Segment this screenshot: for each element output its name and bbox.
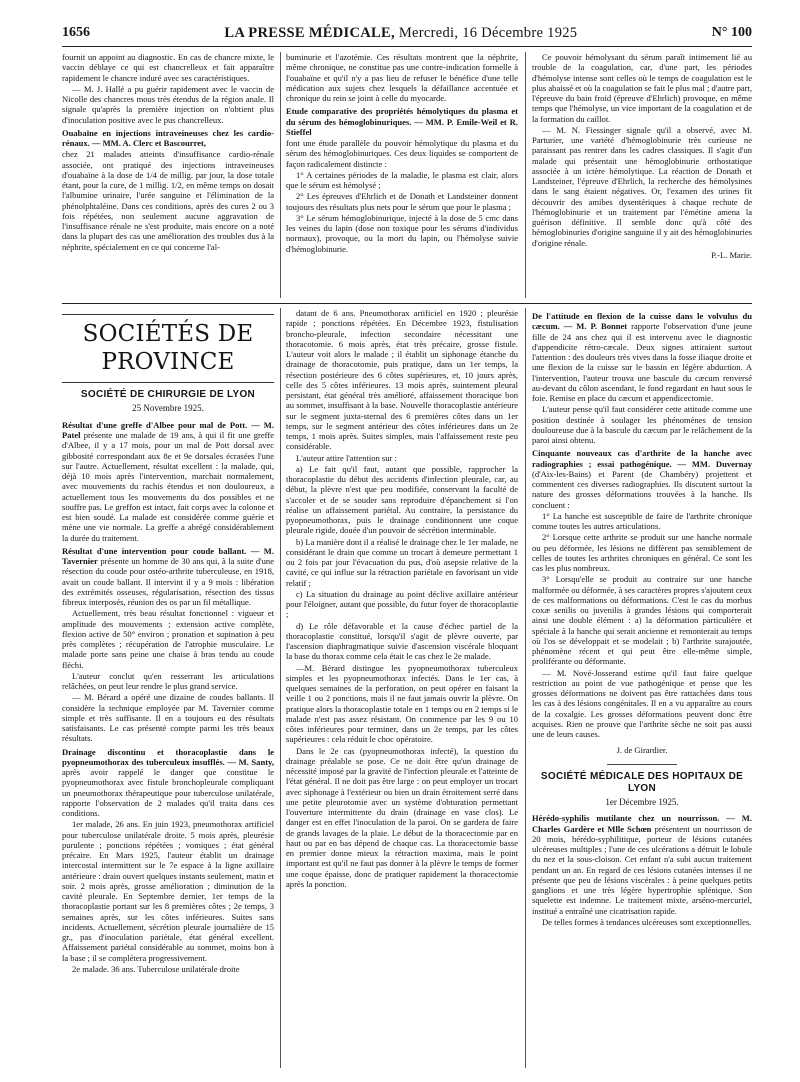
- bottom-column-2: [286, 308, 518, 890]
- paragraph-text: rapporte l'observation d'une jeune fille de 24 ans chez qui il est intervenu avec le diagnostic d'appendicite rétro-cæcale. Deux signes attiraient surtout l'attention : des douleurs très vives dans la fosse iliaque droite et une flexion de la cuisse sur le bassin en légère abduction. A l'intervention, l'auteur trouva une bascule du cæcum renversé au-devant du côlon ascendant, le fond regardant en haut sous le foie. Remise en place du cæcum et appendicectomie.: [532, 321, 752, 403]
- paragraph-text: après avoir rappelé le danger que constitue le pyopneumothorax avec fistule bronchopleurale compliquant un pneumothorax thérapeutique pour tuberculose unilatérale, rapporte l'observation de 2 malades qu'il traita dans ces conditions.: [62, 767, 274, 819]
- paragraph: [532, 668, 752, 740]
- column-divider: [280, 308, 281, 1068]
- paragraph: [532, 917, 752, 927]
- paragraph-text: présente une malade de 19 ans, à qui il fit une greffe d'Albee, il y a 17 mois, pour un mal de Pott dorsal avec gibbosité correspondant aux 8e et 9e dorsales écrasées l'une sur l'autre. Actuellement, résultat excellent : la malade, qui, déjà 10 mois après l'intervention, marchait normalement, avec mouvements du rachis étendus et non douloureux, a actuellement tous les mouvements du dos possibles et ne souffre pas. Le greffon est intact, fait corps avec la colonne et est bien soudé. La malade est considérée comme guérie et mène une vie normale. La greffe a abrégé considérablement la durée du traitement.: [62, 430, 274, 543]
- list-item: 3° Le sérum hémoglobinurique, injecté à la dose de 5 cmc dans les veines du lapin (dose non toxique pour les sérums d'individus normaux), provoque, ou la mort du lapin, ou l'hémolyse suivie d'hémoglobinurie.: [286, 212, 518, 254]
- paragraph: [532, 311, 752, 403]
- divider: [607, 764, 677, 765]
- paragraph: Ce pouvoir hémolysant du sérum paraît intimement lié au trouble de la coagulation, car, d'une part, les périodes d'hémolyse intense sont celles où le temps de coagulation est le plus abaissé et où la coagulation se fait le plus mal ; d'autre part, l'épreuve du bain froid (épreuve d'Ehrlich) provoque, en même temps que l'hémolyse, un vice important de la coagulation et de la formation du caillot.: [532, 52, 752, 124]
- paragraph: b) La manière dont il a réalisé le drainage chez le 1er malade, ne considérant le drain que comme un trocart à demeure permettant 1 ou 2 fois par jour l'évacuation du pus, d'où asepsie relative de la cavité, ce qui influe sur la rétraction pariétale en favorisant un vide relatif ;: [286, 536, 518, 588]
- paragraph-text: 3° Lorsqu'elle se produit au contraire sur une hanche malformée ou déformée, à ses caractères propres s'ajoutent ceux de ces malformations ou déformations. C'est le cas du morbus coxæ senilis ou juvenilis à grandes lésions qui comporterait ainsi une double élément : a) la déformation particulière et spéciale à la hanche qui serait ancienne et remonterait au temps où l'os se développait et se modelait ; b) l'arthrite surajoutée, phénomène récent et qui peut être elle-même simple, proliférante ou déformante.: [532, 574, 752, 667]
- paragraph-text: L'auteur conclut qu'en resserrant les articulations relâchées, on peut leur rendre le plus grand service.: [62, 670, 274, 692]
- paragraph-text: 1er malade, 26 ans. En juin 1923, pneumothorax artificiel pour tuberculose unilatérale droite. 5 mois après, pleurésie purulente ; ponctions répétées ; vomiques ; état général précaire. En Mars 1925, l'auteur établit un drainage intercostal intermittent sur le 7e espace à la ligne axillaire antérieure : drain ouvert quelques instants seulement, matin et soir. 2 mois après, grosse amélioration ; diminution de la cavité pleurale. En Septembre dernier, 1er temps de la thoracoplastie portant sur les 8 premières côtes ; 2e temps, 3 semaines après, sur les côtes inférieures. Suites sans incidents. Actuellement, sécrétion pleurale journalière de 15 gr., pas d'inoculation pariétale, état général excellent. Affaissement pariétal considérable au sommet, moins bon à la base ; il se complétera progressivement.: [62, 819, 274, 963]
- article-heading: De l'attitude en flexion de la cuisse dans le volvulus du cæcum. — M. P. Bonnet: [532, 311, 752, 332]
- article-heading: Hérédo-syphilis mutilante chez un nourrisson. — M. Charles Gardère et Mlle Schœn: [532, 813, 752, 834]
- article-heading: Ouabaïne en injections intraveineuses chez les cardio-rénaux. — MM. A. Clerc et Bascourret,: [62, 127, 274, 148]
- bottom-column-3: [532, 308, 752, 928]
- society-title: SOCIÉTÉ DE CHIRURGIE DE LYON: [80, 389, 256, 401]
- session-date: 25 Novembre 1925.: [132, 403, 204, 414]
- paragraph: font une étude parallèle du pouvoir hémolytique du plasma et du sérum des hémoglobinuriques. Ces deux liquides se comportent de façon radicalement distincte :: [286, 138, 518, 169]
- article-heading: Résultat d'une intervention pour coude ballant. — M. Tavernier: [62, 545, 274, 567]
- paragraph-text: Actuellement, très beau résultat fonctionnel : vigueur et amplitude des mouvements ; extension active complète, flexion active de 50° environ ; pronation et supination à peu près complètes ; récupération de l'atrophie musculaire. Le malade porte sans peine une chaise à bras tendu au coude fléchi.: [62, 608, 274, 670]
- paragraph-text: — M. Bérard a opéré une dizaine de coudes ballants. Il considère la technique employée par M. Tavernier comme simple et très suffisante. Il en a toujours eu des résultats satisfaisants. Le cas présenté compte parmi les très beaux résultats.: [62, 692, 274, 744]
- paragraph: [532, 511, 752, 532]
- paragraph: datant de 6 ans. Pneumothorax artificiel en 1920 ; pleurésie rapide ; ponctions répétées. En Décembre 1923, fistulisation broncho-pleurale, infection secondaire nécessitant une thoracotomie. 6 mois après, état très précaire, grosse fistule. L'auteur voit alors le malade ; il établit un siphonage étanche du drainage de thoracotomie, puis pratique, dans un 1er temps, la résection postérieure des 6 côtes supérieures, et, 10 jours après, celle des 5 côtes inférieures. 13 mois après, suintement pleural persistant, état général très amélioré, affaissement thoracique bon au sommet, insuffisant à la base. Nouvelle thoracoplastie antérieure sur le segment juxta-sternal des 6 premières côtes dans un 1er temps, sur le segment antérieur des côtes inférieures dans un 2e temps, 1 mois après. Suites simples, mais l'affaissement reste peu considérable.: [286, 308, 518, 452]
- paragraph: [62, 546, 274, 608]
- signature: P.-L. Marie.: [711, 249, 752, 260]
- issue-date: Mercredi, 16 Décembre 1925: [398, 24, 578, 41]
- paragraph: c) La situation du drainage au point déclive axillaire antérieur pour l'éloigner, autant que possible, du futur foyer de thoracoplastie ;: [286, 588, 518, 620]
- article-heading: Etude comparative des propriétés hémolytiques du plasma et du sérum des hémoglobinuriques. — MM. P. Emile-Weil et R. Stieffel: [286, 106, 518, 137]
- article-heading: Drainage discontinu et thoracoplastie dans le pyopneumothorax des tuberculeux insufflés. — M. Santy,: [62, 746, 274, 767]
- paragraph: L'auteur attire l'attention sur :: [296, 452, 397, 463]
- banner-rule-bottom: [62, 382, 274, 383]
- paragraph: [532, 574, 752, 666]
- paragraph: [532, 532, 752, 573]
- paragraph: a) Le fait qu'il faut, autant que possible, rapprocher la thoracoplastie du début des accidents d'infection pleurale, car, au début, la plèvre n'est que peu modifiée, conservant la faculté de s'accoler et de se souder sans reproduire d'épanchement si l'on réalise un affaissement pariétal. Au contraire, la persistance du pyopneumothorax, puis le drainage conditionnent une coque pleurale rigide, douée d'un pouvoir de sécrétion interminable.: [286, 463, 518, 536]
- paragraph: — M. N. Fiessinger signale qu'il a observé, avec M. Parturier, une variété d'hémoglobinurie très curieuse ne paraissant pas rentrer dans les cadres classiques. Il s'agit d'un malade qui présentait une hémoglobinurie orthostatique associée à un ictère hémolytique. La réaction de Donath et Landsteiner, l'épreuve d'Ehrlich, la recherche des hémolysines dans le sang étaient négatives. Or, l'examen des urines fit découvrir des amibes dysentériques à chaque rechute de l'hémoglobinurie et un traitement par l'émétine amena la guérison définitive. Il semble donc qu'à côté des hémoglobinuries d'origine sanguine il y ait des hémoglobinuries d'origine rénale.: [532, 124, 752, 248]
- paragraph: [62, 692, 274, 743]
- paragraph: [62, 608, 274, 670]
- column-divider: [525, 308, 526, 1068]
- list-item: 2° Les épreuves d'Ehrlich et de Donath et Landsteiner donnent toujours des résultats plus nets pour le sérum que pour le plasma ;: [286, 191, 518, 212]
- article-heading: Résultat d'une greffe d'Albee pour mal de Pott. — M. Patel: [62, 419, 274, 441]
- header-rule: [62, 46, 752, 47]
- paragraph: Dans le 2e cas (pyopneumothorax infecté), la question du drainage préalable se pose. Ce ne doit être qu'un drainage de nécessité imposé par la gravité de l'infection pleurale et l'atteinte de l'état général. Il ne doit pas être large : on peut employer un trocart avec siphonage à l'extérieur ou bien un drain étroitement serré dans une petite pleurotomie avec un système d'obturation permettant l'ouverture intermittente du drain (drainage en vase clos). Le danger est en effet l'inoculation de la paroi. On se gardera de faire de grands lavages de la plaie. Le début de la thoracectomie par en haut ou par en bas dépend de chaque cas. La thoracectomie basse en premier donne mieux la rétraction maxima, mais le point important est qu'il ne faut pas donner à la plèvre le temps de former une coque épaisse, donc de pratiquer rapidement la thoracectomie après la ponction.: [286, 745, 518, 889]
- article-heading: Cinquante nouveaux cas d'arthrite de la hanche avec radiographies ; essai pathogénique. — MM. Duvernay: [532, 448, 752, 469]
- top-column-2: [286, 52, 518, 255]
- paragraph-text: (d'Aix-les-Bains) et Parent (de Chambéry) projettent et commentent ces diverses radiographies. Ils discutent surtout la nature des grosses déformations trouvées à la hanche. Ils concluent :: [532, 468, 752, 510]
- paragraph-text: présente un homme de 30 ans qui, à la suite d'une résection du coude pour ostéo-arthrite tuberculeuse, en 1918, avait un coude ballant. Il intervint il y a 9 mois : libération des extrémités osseuses, régularisation, résection des tissus fibreux interposés, réunion des os par un fil métallique.: [62, 556, 274, 608]
- paragraph-text: 1° La hanche est susceptible de faire de l'arthrite chronique comme toutes les autres articulations.: [532, 510, 752, 531]
- bottom-column-1: [62, 308, 274, 975]
- journal-title: LA PRESSE MÉDICALE, Mercredi, 16 Décembre 1925: [224, 24, 578, 41]
- paragraph: — M. J. Hallé a pu guérir rapidement avec le vaccin de Nicolle des chancres mous très étendus de la région anale. Il signale qu'après la première injection on n'obtient plus d'inoculation positive avec le pus chancrelleux.: [62, 83, 274, 125]
- paragraph: [532, 404, 752, 445]
- column-divider: [525, 52, 526, 298]
- paragraph: [62, 964, 274, 974]
- issue-number: N° 100: [711, 25, 752, 40]
- paragraph: [532, 813, 752, 916]
- page-header: [62, 22, 752, 44]
- session-date: 1er Décembre 1925.: [605, 796, 679, 807]
- column-divider: [280, 52, 281, 298]
- section-rule: [62, 303, 752, 304]
- paragraph-text: 2° Lorsque cette arthrite se produit sur une hanche normale ou peu déformée, les lésions ne diffèrent pas sensiblement de celles de toutes les arthrites chroniques en général. Ce sont les cas les plus nombreux.: [532, 532, 752, 573]
- paragraph-text: présentent un nourrisson de 20 mois, hérédo-syphilitique, porteur de lésions cutanées ulcéreuses multiples ; l'une de ces ulcérations a détruit le lobule du nez et la sous-cloison. Cet enfant n'a subi aucun traitement pendant un an. En regard de ces lésions cutanées intenses il ne présente que peu de lésions viscérales : à peine quelques petits ganglions et une très légère hypertrophie splénique. Son squelette est indemne. Le traitement mixte, arséno-mercuriel, institué a entraîné une cicatrisation rapide.: [532, 823, 752, 916]
- top-column-1: [62, 52, 274, 253]
- paragraph-text: L'auteur pense qu'il faut considérer cette attitude comme une position destinée à soulager les phénomènes de tension douloureuse due à la bascule du cæcum par le relâchement de la paroi ainsi obtenu.: [532, 404, 752, 445]
- signature: J. de Girardier.: [616, 745, 668, 756]
- paragraph: [62, 747, 274, 819]
- list-item: 1° A certaines périodes de la maladie, le plasma est clair, alors que le sérum est hémolysé ;: [286, 169, 518, 190]
- page-number: 1656: [62, 25, 90, 40]
- paragraph-text: — M. Nové-Josserand estime qu'il faut faire quelque restriction au point de vue pathogénique et pense que les grosses déformations ne doivent pas être rattachées dans tous les cas à des lésions congénitales. Il en a vu apparaître au cours de la coxalgie. Les grosses déformations peuvent donc être acquises. Rien ne prouve que l'arthrite sèche ne soit pas aussi une de leurs causes.: [532, 667, 752, 739]
- banner-rule-top: [62, 314, 274, 315]
- paragraph-text: De telles formes à tendances ulcéreuses sont exceptionnelles.: [542, 916, 752, 927]
- section-banner: SOCIÉTÉS DE PROVINCE: [82, 321, 254, 375]
- paragraph: fournit un appoint au diagnostic. En cas de chancre mixte, le vaccin déblaye ce qui est chancrelleux et fait apparaître rapidement le chancre induré avec ses caractéristiques.: [62, 52, 274, 83]
- paragraph: [62, 671, 274, 692]
- paragraph: chez 21 malades atteints d'insuffisance cardio-rénale associée, ont pratiqué des injections intraveineuses d'ouabaïne à la dose de 1/4 de millig. par jour, la dose totale étant, pour la cure, de 1 millig. 1/2, en même temps on dosait l'albumine urinaire, l'urée sanguine et l'élimination de la phénolphtaléine. Dans ces conditions, après des cures 2 ou 3 fois répétées, non seulement aucune aggravation de l'insuffisance rénale ne s'est produite, mais encore on a noté dans la plupart des cas une amélioration des troubles dus à la néphrite, spécialement en ce qui concerne l'al-: [62, 149, 274, 252]
- paragraph: buminurie et l'azotémie. Ces résultats montrent que la néphrite, même chronique, ne constitue pas une contre-indication formelle à l'ouabaïne et qu'il n'y a pas lieu de refuser le bénéfice d'une telle médication aux sujets chez lesquels la défaillance accentuée et chronique du rein se joint à celle du myocarde.: [286, 52, 518, 103]
- society-title: SOCIÉTÉ MÉDICALE DES HOPITAUX DE LYON: [540, 770, 744, 794]
- paragraph-text: 2e malade. 36 ans. Tuberculose unilatérale droite: [72, 963, 240, 974]
- paragraph: [62, 420, 274, 543]
- top-column-3: [532, 52, 752, 260]
- paragraph: [532, 448, 752, 510]
- paragraph: d) Le rôle défavorable et la cause d'échec partiel de la thoracoplastie constitué, lorsqu'il s'agit de plèvre ouverte, par l'ascension diaphragmatique suivie d'ascension viscérale bloquant la base du thorax comme cela était le cas chez le 2e malade.: [286, 620, 518, 662]
- paragraph: —M. Bérard distingue les pyopneumothorax tuberculeux simples et les pyopneumothorax infectés. Dans le 1er cas, à quelques semaines de la perforation, on peut opérer en faisant la veille 1 ou 2 ponctions, mais il ne faut jamais ouvrir la plèvre. On pratique alors la thoracoplastie totale en 1 temps ou en 2 temps si le malade n'est pas assez résistant. On commence par les 9 ou 10 côtes inférieures pour terminer, dans un 2e temps, par les côtes supérieures : cela réduit le choc opératoire.: [286, 662, 518, 745]
- paragraph: [62, 819, 274, 963]
